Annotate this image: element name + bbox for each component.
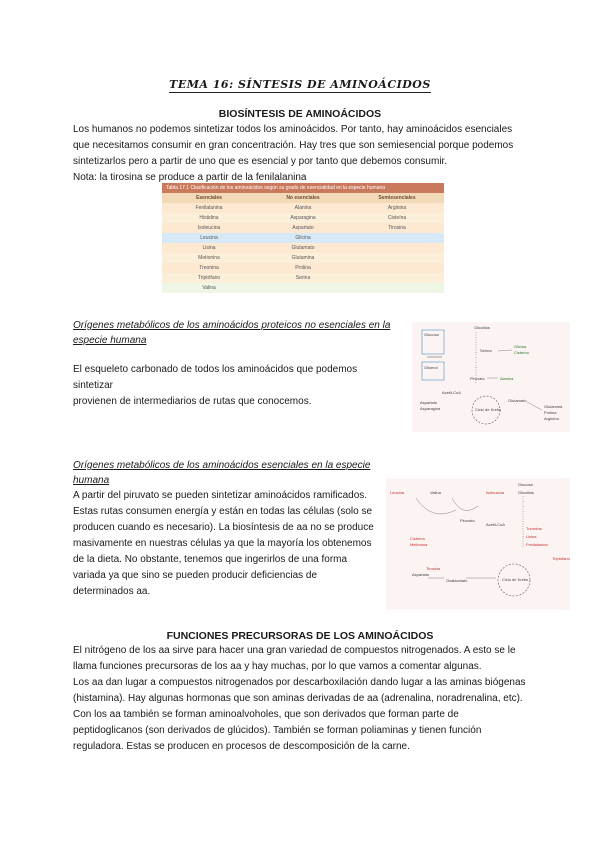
section3-line: masivamente en nuestras células ya que la mayoría los obtenemos	[73, 538, 372, 549]
label-piruvato: Piruvato	[470, 376, 485, 381]
section4-paragraph	[73, 643, 533, 755]
label-lisina: Lisina	[526, 534, 537, 539]
label-glutamato: Glutamato	[508, 398, 527, 403]
label-triptofano: Triptófano	[552, 556, 570, 561]
label-glucosa: Glucosa	[518, 482, 533, 487]
table-header-cell: Esenciales	[196, 195, 222, 201]
essential-aa-diagram	[386, 478, 570, 610]
section-heading-funciones: FUNCIONES PRECURSORAS DE LOS AMINOÁCIDOS	[166, 630, 434, 642]
table-body	[162, 203, 444, 293]
table-row	[162, 263, 444, 273]
label-acetil-coa: Acetil-CoA	[442, 390, 461, 395]
table-cell: Fenilalanina	[195, 205, 223, 211]
label-glicolisis: Glicolisis	[474, 325, 490, 330]
label-metionina: Metionina	[410, 542, 428, 547]
table-cell: Leucina	[200, 235, 218, 241]
table-row	[162, 213, 444, 223]
section1-line: sintetizarlos pero a partir de uno que es esencial y por tanto que debemos consumir.	[73, 156, 448, 167]
serine-arrow	[498, 350, 512, 351]
table-cell: Cisteína	[387, 215, 407, 221]
table-cell	[350, 283, 444, 293]
table-cell: Alanina	[294, 205, 312, 211]
page-title-text: TEMA 16: SÍNTESIS DE AMINOÁCIDOS	[169, 78, 431, 91]
table-cell: Triptófano	[197, 275, 221, 281]
table-cell: Lisina	[202, 245, 216, 251]
label-alanina: Alanina	[500, 376, 514, 381]
table-header-cell: Semiesenciales	[378, 195, 416, 201]
table-row	[162, 283, 444, 293]
section4-line: reguladora. Estas se producen en procesos de descomposición de la carne.	[73, 741, 410, 752]
label-fenilalanina: Fenilalanina	[526, 542, 548, 547]
section1-line: Los humanos no podemos sintetizar todos los aminoácidos. Por tanto, hay aminoácidos esenciales	[73, 124, 513, 135]
label-glicerol: Glicerol	[424, 365, 438, 370]
table-caption: Tabla 17.1 Clasificación de los aminoácidos según su grado de esencialidad en la especie humana	[162, 183, 444, 193]
section3-line: A partir del piruvato se pueden sintetizar aminoácidos ramificados.	[73, 490, 368, 501]
table-cell: Glicina	[295, 235, 311, 241]
non-essential-aa-diagram	[412, 322, 570, 432]
glutamate-arrow	[527, 402, 542, 410]
amino-acid-table	[162, 183, 444, 293]
label-tirosina: Tirosina	[426, 566, 441, 571]
section3-heading-line: Orígenes metabólicos de los aminoácidos esenciales en la especie	[73, 460, 371, 471]
label-glucosa: Glucosa	[424, 332, 439, 337]
section4-line: llama funciones precursoras de los aa y hay muchas, por lo que vamos a comentar algunas.	[73, 661, 482, 672]
table-cell: Prolina	[295, 265, 311, 271]
section1-line: que necesitamos consumir en gran concentración. Hay tres que son semiesencial porque podemos	[73, 140, 514, 151]
label-aspartato: Aspartato	[412, 572, 430, 577]
label-piruvato: Piruvato	[460, 518, 475, 523]
label-prolina: Prolina	[544, 410, 557, 415]
table-cell: Glutamina	[291, 255, 315, 261]
table-cell: Valina	[202, 285, 216, 291]
label-aspartato: Aspartato	[420, 400, 438, 405]
table-cell: Histidina	[199, 215, 219, 221]
label-isoleucina: Isoleucina	[486, 490, 505, 495]
label-oxalacetato: Oxalacetato	[446, 578, 468, 583]
table-cell: Isoleucina	[197, 225, 221, 231]
section-heading-biosintesis: BIOSÍNTESIS DE AMINOÁCIDOS	[218, 108, 382, 120]
label-leucina: Leucina	[390, 490, 405, 495]
label-serina: Serina	[480, 348, 492, 353]
table-cell	[350, 243, 444, 253]
section3-line: producen cuando es necesario). La biosíntesis de aa no se produce	[73, 522, 374, 533]
section3-line: determinados aa.	[73, 586, 151, 597]
non-essential-aa-diagram-svg	[412, 322, 570, 432]
label-krebs: Ciclo de Krebs	[502, 577, 529, 582]
table-row	[162, 203, 444, 213]
section4-line: Con los aa también se forman aminoalvoholes, que son derivados que forman parte de	[73, 709, 459, 720]
label-glutamina: Glutamina	[544, 404, 563, 409]
table-header-row	[162, 193, 444, 203]
section3-line: de la dieta. No obstante, tenemos que ingerirlos de una forma	[73, 554, 348, 565]
section3-block	[73, 458, 378, 600]
table-cell: Treonina	[199, 265, 219, 271]
table-cell: Serina	[295, 275, 311, 281]
label-glicina: Glicina	[514, 344, 527, 349]
table-row	[162, 243, 444, 253]
section2-line: provienen de intermediarios de rutas que conocemos.	[73, 396, 312, 407]
label-asparagina: Asparagina	[420, 406, 441, 411]
section2-line: El esqueleto carbonado de todos los aminoácidos que podemos sintetizar	[73, 364, 358, 391]
section2-heading-line: especie humana	[73, 335, 147, 346]
label-arginina: Arginina	[544, 416, 559, 421]
table-row	[162, 233, 444, 243]
section4-line: (histamina). Hay algunas hormonas que son aminas derivadas de aa (adrenalina, noradrenalina, etc).	[73, 693, 523, 704]
label-cisteina: Cisteína	[514, 350, 529, 355]
label-glicolisis: Glicolisis	[518, 490, 534, 495]
table-cell: Tirosina	[388, 225, 406, 231]
table-cell	[350, 273, 444, 283]
label-cisteina: Cisteína	[410, 536, 425, 541]
table-cell	[256, 283, 350, 293]
table-cell: Aspartato	[292, 225, 314, 231]
section3-line: variada ya que sino se pueden producir deficiencias de	[73, 570, 318, 581]
section4-line: Los aa dan lugar a compuestos nitrogenados por descarboxilación dando lugar a las aminas biógenas	[73, 677, 526, 688]
label-valina: Valina	[430, 490, 441, 495]
essential-aa-diagram-svg	[386, 478, 570, 610]
section3-line: Estas rutas consumen energía y están en todas las células (solo se	[73, 506, 373, 517]
section3-heading	[73, 458, 378, 488]
table-row	[162, 273, 444, 283]
section2-heading-line: Orígenes metabólicos de los aminoácidos proteicos no esenciales en la	[73, 320, 391, 331]
table-cell	[350, 253, 444, 263]
table-row	[162, 253, 444, 263]
section3-heading-line: humana	[73, 475, 110, 486]
page-title	[0, 78, 600, 91]
label-krebs: Ciclo de Krebs	[475, 407, 502, 412]
section2-block	[73, 318, 393, 410]
table-row	[162, 223, 444, 233]
section1-paragraph	[73, 122, 533, 186]
section4-line: peptidoglicanos (son derivados de glúcidos). También se forman poliaminas y tienen función	[73, 725, 482, 736]
label-acetil-coa: Acetil-CoA	[486, 522, 505, 527]
table-cell: Glutamato	[291, 245, 315, 251]
table-cell	[350, 263, 444, 273]
section4-line: El nitrógeno de los aa sirve para hacer una gran variedad de compuestos nitrogenados. A esto se le	[73, 645, 516, 656]
section2-heading	[73, 318, 393, 348]
table-header-cell: No esenciales	[286, 195, 320, 201]
branched-arrow-1	[416, 498, 456, 514]
table-cell	[350, 233, 444, 243]
table-cell: Arginina	[387, 205, 407, 211]
section1-note: Nota: la tirosina se produce a partir de la fenilalanina	[73, 172, 307, 183]
label-treonina: Treonina	[526, 526, 542, 531]
table-cell: Asparagina	[290, 215, 316, 221]
table-cell: Metionina	[198, 255, 220, 261]
branched-arrow-2	[452, 498, 478, 511]
